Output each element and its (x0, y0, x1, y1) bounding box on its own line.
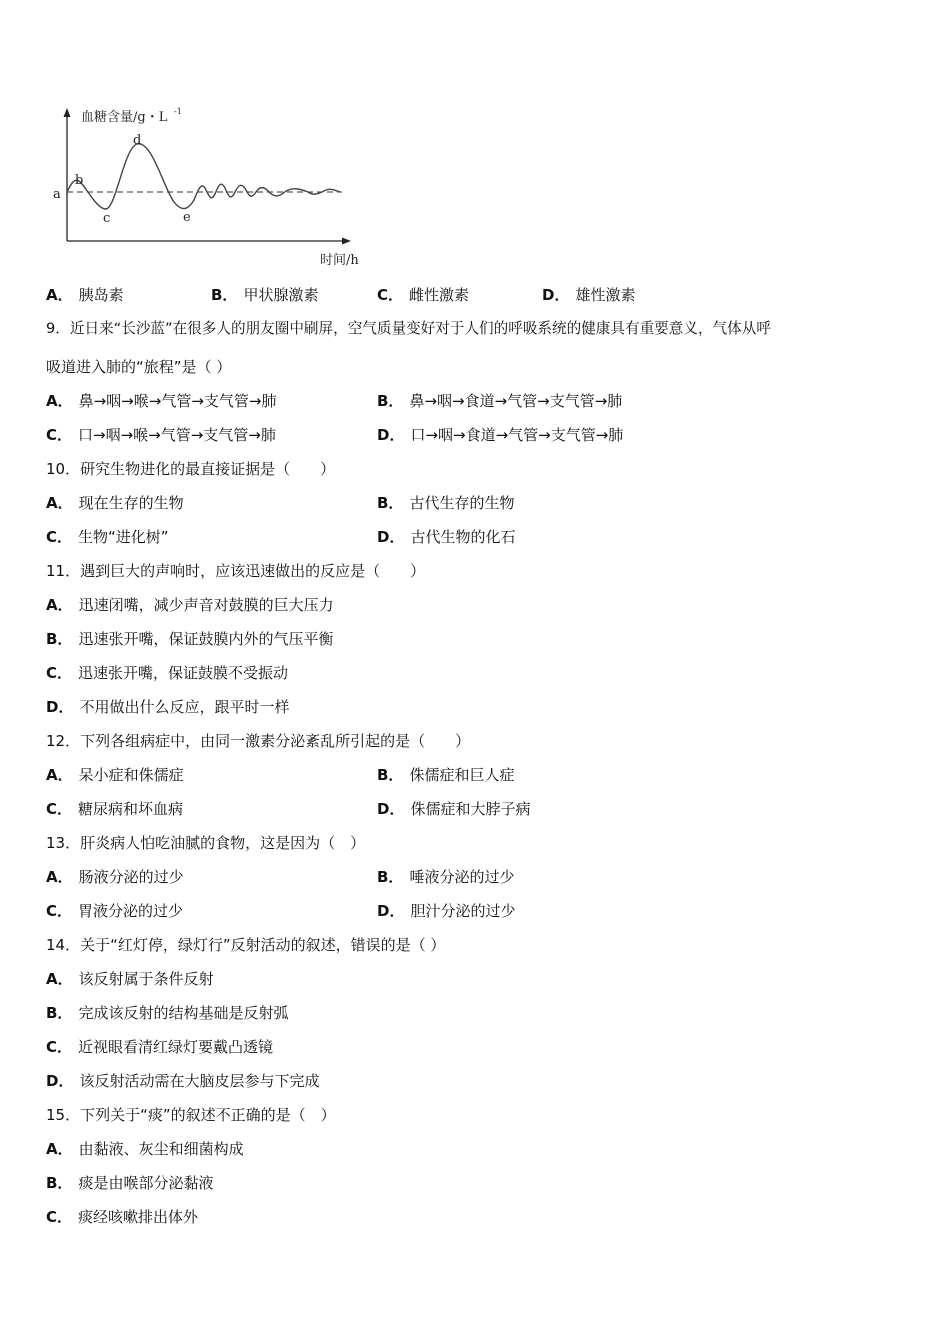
option (377, 901, 515, 921)
q13-options-row2 (0, 901, 950, 921)
option-key: C． (46, 902, 73, 920)
option-key: D． (377, 426, 405, 444)
option (46, 663, 288, 683)
option (46, 1173, 213, 1193)
option-key: D． (46, 698, 74, 716)
option-text: 生物“进化树” (78, 528, 169, 546)
q14-stem: 14．关于“红灯停，绿灯行”反射活动的叙述，错误的是（ ） (46, 936, 446, 954)
q10-options-row1 (0, 493, 950, 513)
q11-stem: 11．遇到巨大的声响时，应该迅速做出的反应是（ ） (46, 562, 426, 580)
option (377, 391, 622, 411)
option-text: 痰经咳嗽排出体外 (78, 1208, 199, 1226)
q13-stem: 13．肝炎病人怕吃油腻的食物，这是因为（ ） (46, 834, 366, 852)
y-axis-unit-sup: -1 (174, 107, 182, 116)
q12-options-row2 (0, 799, 950, 819)
option-key: A． (46, 494, 73, 512)
option-key: C． (46, 1208, 73, 1226)
option (377, 867, 514, 887)
option (46, 867, 184, 887)
option-text: 甲状腺激素 (243, 286, 319, 304)
point-b-label: b (75, 173, 84, 188)
option-key: A． (46, 596, 73, 614)
y-axis-arrow-icon (64, 108, 71, 117)
option-key: C． (46, 528, 73, 546)
point-c-label: c (103, 211, 111, 226)
option-text: 鼻→咽→喉→气管→支气管→肺 (78, 392, 277, 410)
option-text: 近视眼看清红绿灯要戴凸透镜 (78, 1038, 274, 1056)
option (46, 1071, 319, 1091)
option-key: D． (377, 902, 405, 920)
option-text: 痰是由喉部分泌黏液 (78, 1174, 214, 1192)
option-text: 肠液分泌的过少 (78, 868, 184, 886)
option-key: A． (46, 970, 73, 988)
option-key: C． (46, 664, 73, 682)
option (46, 901, 183, 921)
option-text: 不用做出什么反应，跟平时一样 (79, 698, 290, 716)
option (542, 285, 635, 305)
option-key: C． (377, 286, 404, 304)
option-text: 鼻→咽→食道→气管→支气管→肺 (409, 392, 623, 410)
option-key: A． (46, 868, 73, 886)
option (46, 425, 276, 445)
option (377, 285, 469, 305)
option-key: A． (46, 392, 73, 410)
q10-stem: 10．研究生物进化的最直接证据是（ ） (46, 460, 336, 478)
option-key: B． (377, 766, 404, 784)
q9-stem-line2: 吸道进入肺的“旅程”是（ ） (46, 358, 232, 376)
option-text: 雄性激素 (575, 286, 636, 304)
option-text: 迅速张开嘴，保证鼓膜内外的气压平衡 (78, 630, 334, 648)
option-text: 迅速张开嘴，保证鼓膜不受振动 (78, 664, 289, 682)
option (211, 285, 318, 305)
option-text: 糖尿病和坏血病 (78, 800, 184, 818)
q9-stem-line1: 9．近日来“长沙蓝”在很多人的朋友圈中刷屏，空气质量变好对于人们的呼吸系统的健康具有重要意义，气体从呼 (46, 320, 771, 337)
option (377, 493, 514, 513)
option-text: 口→咽→喉→气管→支气管→肺 (78, 426, 276, 444)
option (46, 629, 333, 649)
option-key: B． (377, 494, 404, 512)
option (46, 1037, 273, 1057)
option-text: 迅速闭嘴，减少声音对鼓膜的巨大压力 (78, 596, 334, 614)
option-key: B． (46, 630, 73, 648)
option-text: 古代生存的生物 (409, 494, 515, 512)
q10-options-row2 (0, 527, 950, 547)
option-key: D． (542, 286, 570, 304)
option-key: A． (46, 766, 73, 784)
option-text: 该反射活动需在大脑皮层参与下完成 (79, 1072, 320, 1090)
option-text: 胆汁分泌的过少 (410, 902, 516, 920)
option-text: 呆小症和侏儒症 (78, 766, 184, 784)
option-text: 胰岛素 (78, 286, 124, 304)
blood-sugar-chart (44, 104, 374, 274)
option-text: 该反射属于条件反射 (78, 970, 214, 988)
option (377, 799, 530, 819)
option-text: 胃液分泌的过少 (78, 902, 184, 920)
option-key: A． (46, 286, 73, 304)
option-text: 口→咽→食道→气管→支气管→肺 (410, 426, 624, 444)
option (46, 391, 276, 411)
option (46, 595, 334, 615)
option-key: B． (377, 392, 404, 410)
option-text: 由黏液、灰尘和细菌构成 (78, 1140, 244, 1158)
q8-options (0, 285, 950, 305)
option-key: B． (46, 1004, 73, 1022)
option (377, 765, 514, 785)
q13-options-row1 (0, 867, 950, 887)
x-axis-label: 时间/h (320, 253, 359, 268)
blood-sugar-curve (67, 144, 340, 209)
point-a-label: a (53, 187, 61, 202)
option-key: D． (377, 528, 405, 546)
option-key: D． (377, 800, 405, 818)
x-axis-arrow-icon (342, 238, 351, 245)
option-key: D． (46, 1072, 74, 1090)
q9-options-row1 (0, 391, 950, 411)
point-d-label: d (133, 133, 142, 148)
option (46, 969, 214, 989)
option (46, 765, 184, 785)
q15-stem: 15．下列关于“痰”的叙述不正确的是（ ） (46, 1106, 336, 1124)
option-key: B． (46, 1174, 73, 1192)
q12-stem: 12．下列各组病症中，由同一激素分泌紊乱所引起的是（ ） (46, 732, 471, 750)
option-key: B． (211, 286, 238, 304)
option-text: 完成该反射的结构基础是反射弧 (78, 1004, 289, 1022)
option-key: C． (46, 800, 73, 818)
option-key: B． (377, 868, 404, 886)
q12-options-row1 (0, 765, 950, 785)
point-e-label: e (183, 210, 191, 225)
option-key: A． (46, 1140, 73, 1158)
option (46, 1003, 288, 1023)
option-key: C． (46, 1038, 73, 1056)
option (46, 1207, 198, 1227)
q9-options-row2 (0, 425, 950, 445)
option (377, 425, 623, 445)
y-axis-label: 血糖含量/g・L (81, 110, 168, 125)
option-text: 古代生物的化石 (410, 528, 516, 546)
blood-sugar-graph (44, 104, 374, 274)
option (46, 799, 183, 819)
option-key: C． (46, 426, 73, 444)
option (46, 1139, 244, 1159)
option-text: 现在生存的生物 (78, 494, 184, 512)
option (377, 527, 515, 547)
option (46, 285, 124, 305)
option-text: 雌性激素 (409, 286, 470, 304)
option-text: 侏儒症和大脖子病 (410, 800, 531, 818)
option-text: 侏儒症和巨人症 (409, 766, 515, 784)
option (46, 527, 169, 547)
option-text: 唾液分泌的过少 (409, 868, 515, 886)
option (46, 493, 184, 513)
option (46, 697, 289, 717)
